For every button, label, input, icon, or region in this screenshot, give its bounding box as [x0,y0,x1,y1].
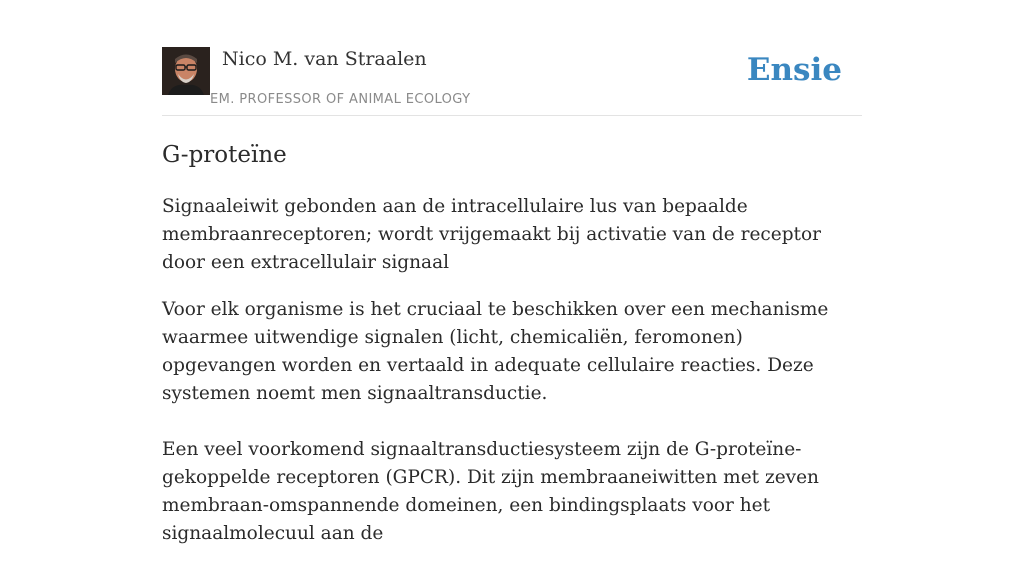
article-header [162,46,862,116]
author-portrait-icon [162,47,210,95]
body-paragraph: Voor elk organisme is het cruciaal te beschikken over een mechanisme waarmee uitwendige signalen (licht, chemicaliën, feromonen) opgevangen worden en vertaald in adequate cellulaire reacties. Deze systemen noemt men signaaltransductie. [162,299,829,404]
article-body [162,296,862,576]
author-avatar[interactable] [162,47,210,95]
ensie-logo-link[interactable]: Ensie [746,52,842,88]
article-title: G-proteïne [162,142,287,168]
author-name[interactable]: Nico M. van Straalen [222,48,427,70]
author-role: EM. PROFESSOR OF ANIMAL ECOLOGY [210,92,471,107]
body-paragraph: Een veel voorkomend signaaltransductiesysteem zijn de G-proteïne-gekoppelde receptoren (GPCR). Dit zijn membraaneiwitten met zeven membraan-omspannende domeinen, een bindingsplaats voor het signaalmolecuul aan de [162,439,819,544]
article-summary: Signaaleiwit gebonden aan de intracellulaire lus van bepaalde membraanreceptoren; wordt vrijgemaakt bij activatie van de receptor door een extracellulair signaal [162,196,821,273]
